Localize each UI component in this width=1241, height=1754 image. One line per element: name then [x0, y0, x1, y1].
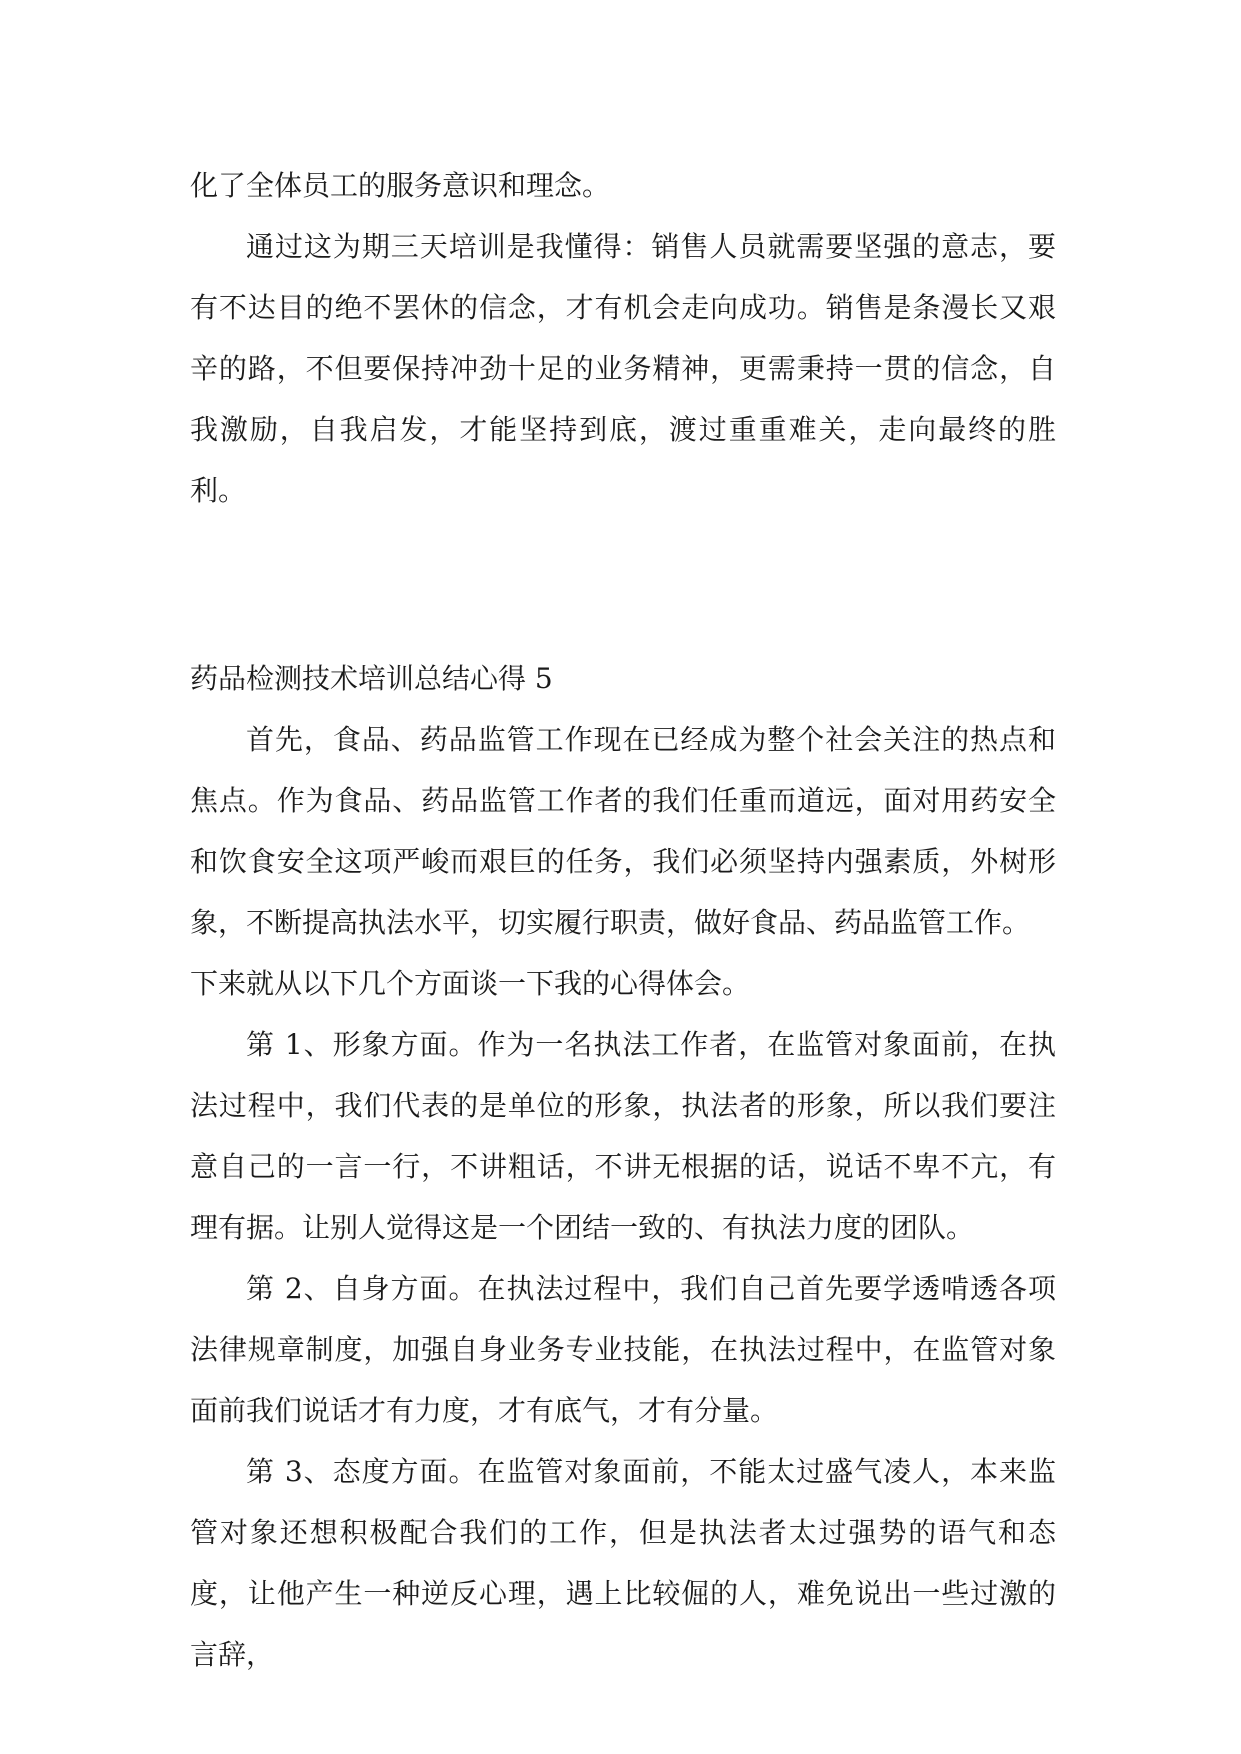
paragraph-intro-continuation: 下来就从以下几个方面谈一下我的心得体会。 — [190, 967, 751, 1000]
section-title: 药品检测技术培训总结心得 5 — [190, 662, 553, 695]
document-body — [190, 155, 1056, 1685]
paragraph-point-image: 第 1、形象方面。作为一名执法工作者，在监管对象面前，在执法过程中，我们代表的是单位的形象，执法者的形象，所以我们要注意自己的一言一行，不讲粗话，不讲无根据的话，说话不卑不亢，有理有据。让别人觉得这是一个团结一致的、有执法力度的团队。 — [190, 1028, 1056, 1244]
paragraph-point-self: 第 2、自身方面。在执法过程中，我们自己首先要学透啃透各项法律规章制度，加强自身业务专业技能，在执法过程中，在监管对象面前我们说话才有力度，才有底气，才有分量。 — [190, 1272, 1056, 1427]
section-spacer — [190, 521, 1056, 648]
paragraph-intro: 首先，食品、药品监管工作现在已经成为整个社会关注的热点和焦点。作为食品、药品监管工作者的我们任重而道远，面对用药安全和饮食安全这项严峻而艰巨的任务，我们必须坚持内强素质，外树形象，不断提高执法水平，切实履行职责，做好食品、药品监管工作。 — [190, 723, 1056, 939]
paragraph-point-attitude: 第 3、态度方面。在监管对象面前，不能太过盛气凌人，本来监管对象还想积极配合我们的工作，但是执法者太过强势的语气和态度，让他产生一种逆反心理，遇上比较倔的人，难免说出一些过激的言辞， — [190, 1455, 1056, 1671]
paragraph-continuation-top: 化了全体员工的服务意识和理念。 — [190, 169, 611, 202]
paragraph-training-insight: 通过这为期三天培训是我懂得：销售人员就需要坚强的意志，要有不达目的绝不罢休的信念，才有机会走向成功。销售是条漫长又艰辛的路，不但要保持冲劲十足的业务精神，更需秉持一贯的信念，自我激励，自我启发，才能坚持到底，渡过重重难关，走向最终的胜利。 — [190, 230, 1056, 507]
